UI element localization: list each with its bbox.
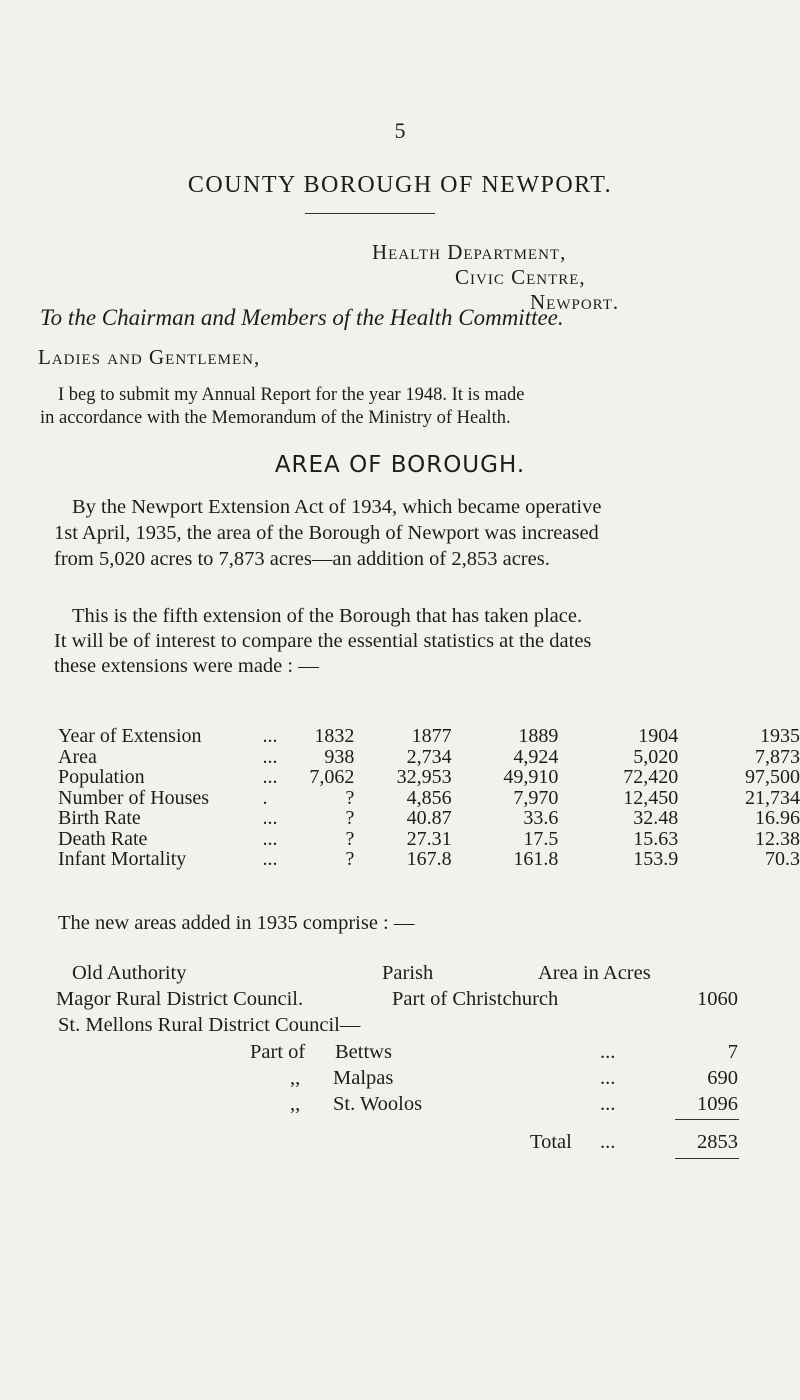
stats-row-dots: . <box>262 786 268 809</box>
magor-authority: Magor Rural District Council. <box>56 988 304 1010</box>
addressee: To the Chairman and Members of the Health Committee. <box>40 305 564 330</box>
parish-name: Malpas <box>333 1067 394 1089</box>
stats-cell: 1877 <box>411 725 452 747</box>
stats-row-dots: ... <box>262 725 278 747</box>
address-line-2: Civic Centre, <box>455 265 586 289</box>
stats-row-label: Death Rate <box>58 827 148 850</box>
stats-row-label: Population <box>58 766 145 788</box>
parish-prefix: ,, <box>290 1067 301 1089</box>
magor-area: 1060 <box>697 988 738 1010</box>
total-rule-top <box>675 1119 739 1120</box>
address-line-1: Health Department, <box>372 240 567 264</box>
stats-cell: 2,734 <box>406 745 452 768</box>
stats-cell: 7,873 <box>755 745 800 768</box>
st-mellons-authority: St. Mellons Rural District Council— <box>58 1014 361 1036</box>
stats-row-label: Year of Extension <box>58 725 202 747</box>
para1-line-1: By the Newport Extension Act of 1934, which became operative <box>72 496 602 518</box>
parish-prefix: ,, <box>290 1093 301 1115</box>
stats-cell: 4,924 <box>513 745 559 768</box>
header-old-authority: Old Authority <box>72 962 187 984</box>
stats-cell: ? <box>345 807 355 829</box>
para2-line-3: these extensions were made : — <box>54 655 319 677</box>
stats-cell: 161.8 <box>513 848 559 870</box>
stats-row-label: Birth Rate <box>58 807 141 829</box>
stats-cell: 21,734 <box>745 786 800 809</box>
stats-cell: 1904 <box>638 725 679 747</box>
stats-row <box>58 788 800 809</box>
stats-row-dots: ... <box>262 745 278 768</box>
para1-line-2: 1st April, 1935, the area of the Borough of Newport was increased <box>54 522 599 544</box>
stats-cell: ? <box>345 848 355 870</box>
stats-row-label: Number of Houses <box>58 786 210 809</box>
parish-dots: ... <box>600 1067 616 1089</box>
intro-line-2: in accordance with the Memorandum of the Ministry of Health. <box>40 408 511 428</box>
stats-cell: 167.8 <box>406 848 452 870</box>
parish-area: 1096 <box>697 1093 738 1115</box>
salutation: Ladies and Gentlemen, <box>38 345 261 369</box>
parish-area: 690 <box>707 1067 738 1089</box>
intro-line-1: I beg to submit my Annual Report for the year 1948. It is made <box>58 385 525 405</box>
stats-row <box>58 849 800 870</box>
para1-line-3: from 5,020 acres to 7,873 acres—an addition of 2,853 acres. <box>54 548 550 570</box>
stats-row <box>58 829 800 850</box>
parish-area: 7 <box>727 1041 738 1063</box>
stats-cell: 16.96 <box>755 807 800 829</box>
parish-name: Bettws <box>335 1041 392 1063</box>
para2-line-1: This is the fifth extension of the Borough that has taken place. <box>72 605 583 627</box>
stats-cell: 12.38 <box>755 827 800 850</box>
stats-cell: 153.9 <box>633 848 679 870</box>
stats-cell: 72,420 <box>623 766 679 788</box>
areas-intro: The new areas added in 1935 comprise : — <box>58 912 415 934</box>
parish-name: St. Woolos <box>333 1093 423 1115</box>
stats-cell: 32,953 <box>396 766 452 788</box>
stats-row-label: Infant Mortality <box>58 848 187 870</box>
header-area: Area in Acres <box>538 962 651 984</box>
magor-parish: Part of Christchurch <box>392 988 559 1010</box>
stats-row <box>58 747 800 768</box>
address-line-3: Newport. <box>530 290 620 314</box>
stats-cell: 32.48 <box>633 807 679 829</box>
parish-dots: ... <box>600 1041 616 1063</box>
stats-cell: 1935 <box>760 725 800 747</box>
stats-cell: 40.87 <box>406 807 452 829</box>
stats-row <box>58 726 800 747</box>
stats-row-dots: ... <box>262 766 278 788</box>
stats-cell: 12,450 <box>623 786 679 809</box>
stats-row-dots: ... <box>262 848 278 870</box>
stats-cell: 97,500 <box>745 766 800 788</box>
stats-cell: 7,062 <box>309 766 355 788</box>
parish-dots: ... <box>600 1093 616 1115</box>
stats-cell: 33.6 <box>523 807 559 829</box>
stats-cell: ? <box>345 827 355 850</box>
page-title: COUNTY BOROUGH OF NEWPORT. <box>187 172 613 198</box>
stats-row-dots: ... <box>262 807 278 829</box>
stats-cell: 938 <box>324 745 355 768</box>
stats-cell: 1832 <box>314 725 355 747</box>
total-dots: ... <box>600 1131 616 1153</box>
stats-row-label: Area <box>58 745 97 768</box>
stats-row <box>58 808 800 829</box>
stats-cell: 17.5 <box>523 827 559 850</box>
stats-cell: 7,970 <box>513 786 559 809</box>
stats-cell: 15.63 <box>633 827 679 850</box>
stats-cell: 1889 <box>518 725 559 747</box>
parish-prefix: Part of <box>250 1041 306 1063</box>
stats-cell: 70.3 <box>765 848 800 870</box>
stats-row <box>58 767 800 788</box>
section-heading: AREA OF BOROUGH. <box>274 452 526 478</box>
extension-stats-table <box>58 726 800 870</box>
para2-line-2: It will be of interest to compare the essential statistics at the dates <box>54 630 592 652</box>
stats-cell: 49,910 <box>503 766 559 788</box>
total-value: 2853 <box>697 1131 738 1153</box>
page-number: 5 <box>394 118 406 143</box>
stats-cell: 5,020 <box>633 745 679 768</box>
title-divider <box>305 213 435 214</box>
header-parish: Parish <box>382 962 434 984</box>
stats-cell: 27.31 <box>406 827 452 850</box>
stats-cell: ? <box>345 786 355 809</box>
total-rule-bottom <box>675 1158 739 1159</box>
total-label: Total <box>530 1131 572 1153</box>
stats-cell: 4,856 <box>406 786 452 809</box>
stats-row-dots: ... <box>262 827 278 850</box>
